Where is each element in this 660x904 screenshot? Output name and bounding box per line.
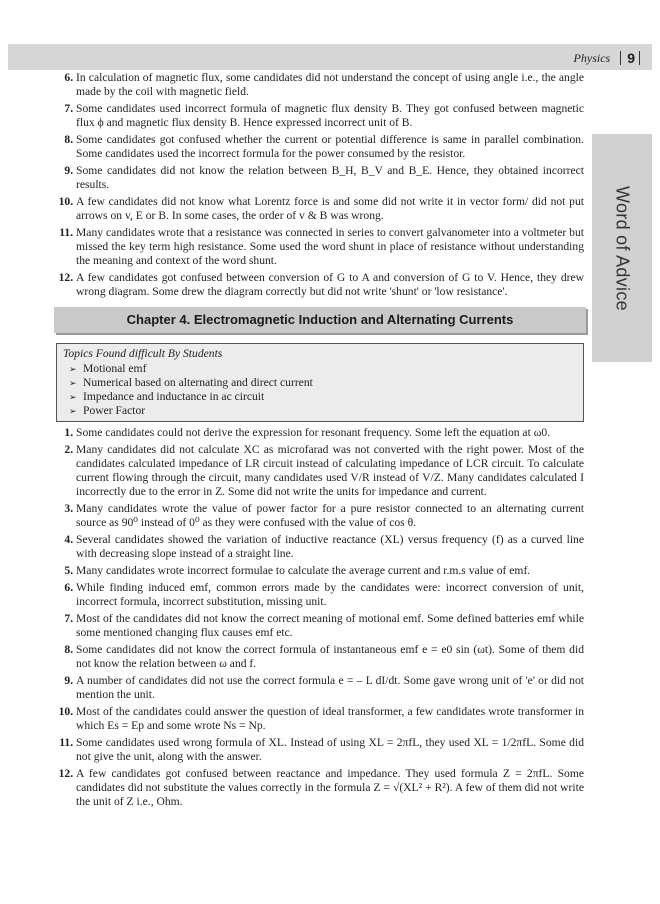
advice-list-chapter4 <box>56 426 584 809</box>
chapter-heading <box>54 307 586 333</box>
topic-item: ➢ Numerical based on alternating and direct current <box>69 376 577 390</box>
header-separator <box>620 51 621 65</box>
page-number: 9 <box>627 50 635 66</box>
advice-item: 10. Most of the candidates could answer the question of ideal transformer, a few candidates wrote transformer in which Es = Ep and some wrote Ns = Np. <box>76 705 584 733</box>
header-separator-right <box>639 51 640 65</box>
page-header <box>470 48 646 68</box>
advice-item: 8. Some candidates did not know the correct formula of instantaneous emf e = e0 sin (ωt). Some of them did not know the relation between ω and f. <box>76 643 584 671</box>
advice-item: 1. Some candidates could not derive the expression for resonant frequency. Some left the equation at ω0. <box>76 426 584 440</box>
topics-list <box>63 362 577 418</box>
topic-item: ➢ Motional emf <box>69 362 577 376</box>
advice-list-section1 <box>56 71 584 299</box>
advice-item: 12. A few candidates got confused between reactance and impedance. They used formula Z = 2πfL. Some candidates did not substitute the values correctly in the formula Z = √(XL² + R²). A few of them did not write the unit of Z i.e., Ohm. <box>76 767 584 809</box>
advice-item: 10. A few candidates did not know what Lorentz force is and some did not write it in vector form/ did not put arrows on v, E or B. In some cases, the order of v & B was wrong. <box>76 195 584 223</box>
advice-item: 6. In calculation of magnetic flux, some candidates did not understand the concept of using angle i.e., the angle made by the coil with magnetic field. <box>76 71 584 99</box>
advice-item: 9. Some candidates did not know the relation between B_H, B_V and B_E. Hence, they obtained incorrect results. <box>76 164 584 192</box>
topics-box <box>56 343 584 422</box>
advice-item: 8. Some candidates got confused whether the current or potential difference is same in parallel combination. Some candidates used the incorrect formula for the power consumed by the resistor. <box>76 133 584 161</box>
topic-item: ➢ Impedance and inductance in ac circuit <box>69 390 577 404</box>
side-tab <box>592 134 652 362</box>
advice-item: 6. While finding induced emf, common errors made by the candidates were: incorrect conversion of unit, incorrect formula, incorrect substitution, missing unit. <box>76 581 584 609</box>
advice-item: 9. A number of candidates did not use the correct formula e = – L dI/dt. Some gave wrong unit of 'e' or did not mention the unit. <box>76 674 584 702</box>
advice-item: 12. A few candidates got confused between conversion of G to A and conversion of G to V. Hence, they drew wrong diagram. Some drew the diagram correctly but did not write 'shunt' or 'low resistance'. <box>76 271 584 299</box>
page-content <box>56 71 584 812</box>
advice-item: 4. Several candidates showed the variation of inductive reactance (XL) versus frequency (f) as a curved line with decreasing slope instead of a straight line. <box>76 533 584 561</box>
advice-item: 5. Many candidates wrote incorrect formulae to calculate the average current and r.m.s value of emf. <box>76 564 584 578</box>
topic-item: ➢ Power Factor <box>69 404 577 418</box>
side-tab-label: Word of Advice <box>612 185 633 311</box>
topics-heading: Topics Found difficult By Students <box>63 347 223 360</box>
advice-item: 7. Most of the candidates did not know the correct meaning of motional emf. Some defined batteries emf while some mentioned changing flux causes emf etc. <box>76 612 584 640</box>
advice-item: 3. Many candidates wrote the value of power factor for a pure resistor connected to an alternating current source as 90⁰ instead of 0⁰ as they were confused with the value of cos θ. <box>76 502 584 530</box>
chapter-title: Chapter 4. Electromagnetic Induction and Alternating Currents <box>126 312 514 327</box>
advice-item: 11. Many candidates wrote that a resistance was connected in series to convert galvanometer into a voltmeter but missed the key term high resistance. Some used the word shunt in place of resistance without understanding the meaning and context of the word shunt. <box>76 226 584 268</box>
advice-item: 2. Many candidates did not calculate XC as microfarad was not converted with the right power. Most of the candidates calculated impedance of LR circuit instead of calculating impedance of LCR circuit. To calculate current flowing through the circuit, many candidates used V/R instead of V/Z. Many candidates calculated I incorrectly due to the error in Z. Some did not write the units for impedance and current. <box>76 443 584 499</box>
header-subject: Physics <box>573 50 611 65</box>
advice-item: 11. Some candidates used wrong formula of XL. Instead of using XL = 2πfL, they used XL = 1/2πfL. Some did not give the unit, along with the answer. <box>76 736 584 764</box>
advice-item: 7. Some candidates used incorrect formula of magnetic flux density B. They got confused between magnetic flux ϕ and magnetic flux density B. Hence expressed incorrect unit of B. <box>76 102 584 130</box>
